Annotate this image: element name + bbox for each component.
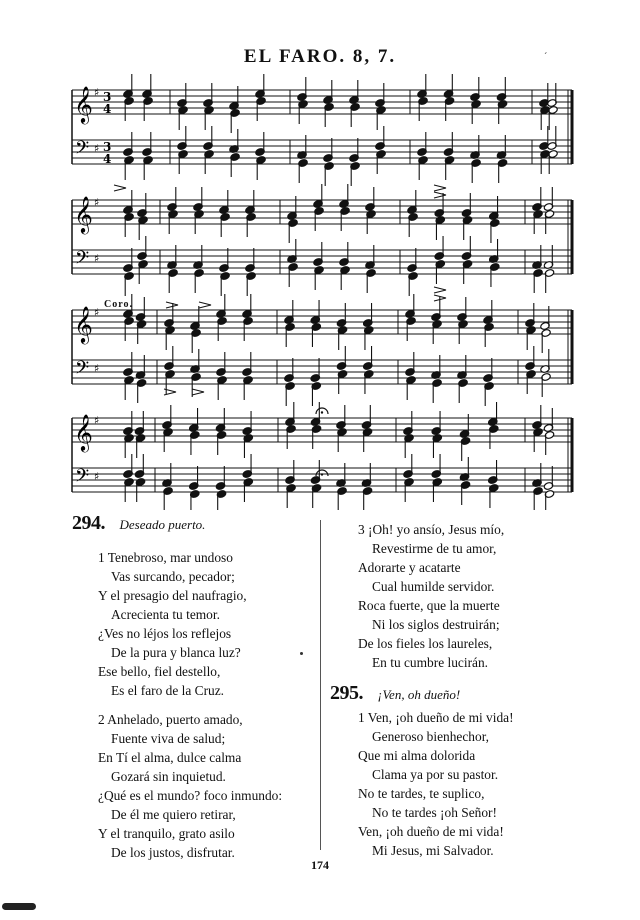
verse-line: Cual humilde servidor. bbox=[372, 579, 495, 594]
accent-icon bbox=[434, 185, 446, 191]
sharp-icon: ♯ bbox=[94, 306, 100, 319]
hymn-295-header bbox=[330, 682, 460, 705]
accent-icon bbox=[199, 302, 211, 308]
verse-line: En tu cumbre lucirán. bbox=[372, 655, 489, 670]
page-title: EL FARO. 8, 7. bbox=[243, 46, 397, 67]
fermata-dot bbox=[321, 411, 323, 413]
verse-line: Vas surcando, pecador; bbox=[111, 569, 235, 584]
margin-mark: ˊ bbox=[544, 52, 548, 63]
verse-line: Generoso bienhechor, bbox=[372, 729, 489, 744]
verse-line: Y el tranquilo, grato asilo bbox=[98, 826, 235, 841]
verse-line: Es el faro de la Cruz. bbox=[111, 683, 225, 698]
time-signature-digit: 4 bbox=[103, 102, 112, 116]
verse-line: 1 Ven, ¡oh dueño de mi vida! bbox=[358, 710, 514, 725]
verse-line: ¿Qué es el mundo? foco inmundo: bbox=[98, 788, 283, 803]
verse-line: Mi Jesus, mi Salvador. bbox=[372, 843, 494, 858]
sharp-icon: ♯ bbox=[94, 362, 100, 375]
verse-line: Gozará sin inquietud. bbox=[111, 769, 226, 784]
verse-line: En Tí el alma, dulce calma bbox=[98, 750, 242, 765]
scan-smudge bbox=[2, 903, 36, 910]
treble-clef-icon: 𝄞 bbox=[74, 305, 93, 343]
verse-line: Ni los siglos destruirán; bbox=[372, 617, 500, 632]
bass-clef-icon: 𝄢 bbox=[75, 248, 90, 273]
verse-line: Fuente viva de salud; bbox=[111, 731, 226, 746]
verse-line: De los fieles los laureles, bbox=[358, 636, 493, 651]
treble-clef-icon: 𝄞 bbox=[74, 413, 93, 451]
sharp-icon: ♯ bbox=[94, 142, 100, 155]
fermata-dot bbox=[321, 473, 323, 475]
treble-clef-icon: 𝄞 bbox=[74, 85, 93, 123]
hymn-number-dot: . bbox=[100, 512, 106, 534]
treble-clef-icon: 𝄞 bbox=[74, 195, 93, 233]
bass-clef-icon: 𝄢 bbox=[75, 138, 90, 163]
hymn-number: 294 bbox=[72, 512, 101, 534]
verse-line: 2 Anhelado, puerto amado, bbox=[98, 712, 243, 727]
verse-line: Ven, ¡oh dueño de mi vida! bbox=[358, 824, 504, 839]
bass-clef-icon: 𝄢 bbox=[75, 358, 90, 383]
sharp-icon: ♯ bbox=[94, 252, 100, 265]
accent-icon bbox=[434, 287, 446, 293]
time-signature-digit: 3 bbox=[103, 140, 112, 154]
verse-line: No te tardes, te suplico, bbox=[358, 786, 485, 801]
sharp-icon: ♯ bbox=[94, 196, 100, 209]
hymn-title: Deseado puerto. bbox=[119, 517, 206, 532]
verse-line: Acrecienta tu temor. bbox=[111, 607, 220, 622]
verse-line: Que mi alma dolorida bbox=[358, 748, 476, 763]
accent-icon bbox=[114, 185, 126, 191]
verse-line: De él me quiero retirar, bbox=[111, 807, 236, 822]
verse-line: ¿Ves no léjos los reflejos bbox=[98, 626, 232, 641]
hymn-number: 295 bbox=[330, 682, 359, 704]
accent-icon bbox=[166, 302, 178, 308]
verse-line: De los justos, disfrutar. bbox=[111, 845, 235, 860]
time-signature-digit: 4 bbox=[103, 152, 112, 166]
verse-line: Ese bello, fiel destello, bbox=[98, 664, 221, 679]
verse-line: Adorarte y acatarte bbox=[358, 560, 461, 575]
verse-line: Y el presagio del naufragio, bbox=[98, 588, 247, 603]
verse-line: 1 Tenebroso, mar undoso bbox=[98, 550, 233, 565]
time-signature-digit: 3 bbox=[103, 90, 112, 104]
verse-line: De la pura y blanca luz? bbox=[111, 645, 241, 660]
accent-icon bbox=[434, 192, 446, 198]
accent-icon bbox=[192, 389, 204, 395]
hymn-294-header bbox=[72, 512, 205, 535]
scan-speck bbox=[300, 652, 303, 655]
verse-line: Roca fuerte, que la muerte bbox=[358, 598, 500, 613]
sharp-icon: ♯ bbox=[94, 86, 100, 99]
hymn-title: ¡Ven, oh dueño! bbox=[377, 687, 461, 702]
bass-clef-icon: 𝄢 bbox=[75, 466, 90, 491]
verse-line: No te tardes ¡oh Señor! bbox=[372, 805, 497, 820]
column-divider bbox=[320, 520, 321, 850]
sharp-icon: ♯ bbox=[94, 414, 100, 427]
page-number: 174 bbox=[311, 858, 329, 872]
sharp-icon: ♯ bbox=[94, 470, 100, 483]
verse-line: Clama ya por su pastor. bbox=[372, 767, 499, 782]
chorus-label: Coro. bbox=[104, 299, 133, 310]
verse-line: Revestirme de tu amor, bbox=[372, 541, 497, 556]
verse-line: 3 ¡Oh! yo ansío, Jesus mío, bbox=[358, 522, 505, 537]
hymn-number-dot: . bbox=[358, 682, 364, 704]
